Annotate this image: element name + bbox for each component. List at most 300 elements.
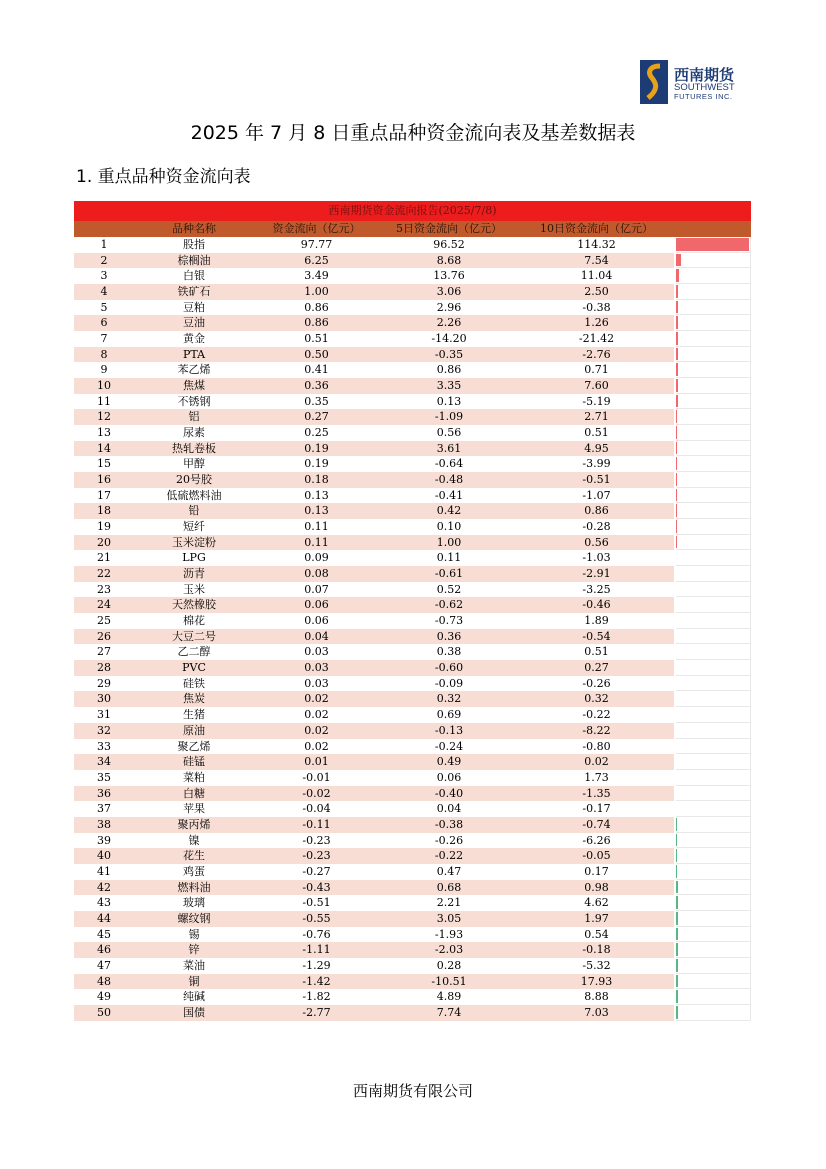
name-cell: 菜粕 xyxy=(183,770,205,784)
header-daily-flow: 资金流向（亿元） xyxy=(272,222,361,235)
name-cell: 玉米淀粉 xyxy=(172,535,216,549)
5day-flow-cell: 0.69 xyxy=(436,708,462,722)
rank-cell: 45 xyxy=(97,927,111,941)
5day-flow-cell: 0.11 xyxy=(436,551,462,565)
rank-cell: 15 xyxy=(97,457,111,471)
daily-flow-cell: -2.77 xyxy=(302,1005,331,1019)
table-row xyxy=(74,974,751,990)
rank-cell: 22 xyxy=(97,567,111,581)
daily-flow-cell: -0.02 xyxy=(302,786,331,800)
10day-flow-cell: 0.02 xyxy=(584,755,609,769)
table-row xyxy=(74,848,751,864)
flow-bar-cell xyxy=(676,237,751,253)
table-row xyxy=(74,629,751,645)
logo-english-line2: FUTURES INC. xyxy=(674,92,733,101)
table-row xyxy=(74,723,751,739)
5day-flow-cell: 0.52 xyxy=(436,582,462,596)
table-row xyxy=(74,989,751,1005)
name-cell: 铜 xyxy=(188,974,200,988)
flow-bar xyxy=(676,301,678,314)
rank-cell: 19 xyxy=(97,520,111,534)
10day-flow-cell: 7.54 xyxy=(584,253,609,267)
10day-flow-cell: 0.54 xyxy=(584,927,609,941)
5day-flow-cell: 8.68 xyxy=(436,253,462,267)
table-row xyxy=(74,895,751,911)
daily-flow-cell: 0.19 xyxy=(304,457,329,471)
rank-cell: 6 xyxy=(100,316,108,330)
10day-flow-cell: -1.03 xyxy=(582,551,611,565)
flow-bar-cell xyxy=(676,331,751,347)
flow-bar-cell xyxy=(676,691,751,707)
flow-bar xyxy=(676,379,678,392)
name-cell: 不锈钢 xyxy=(177,394,211,408)
5day-flow-cell: 0.32 xyxy=(436,692,462,706)
rank-cell: 47 xyxy=(97,958,111,972)
flow-bar xyxy=(676,959,678,972)
daily-flow-cell: 0.13 xyxy=(304,504,329,518)
10day-flow-cell: -3.99 xyxy=(582,457,611,471)
name-cell: 鸡蛋 xyxy=(183,864,205,878)
flow-bar xyxy=(676,316,678,329)
5day-flow-cell: 3.35 xyxy=(436,379,462,393)
daily-flow-cell: -1.82 xyxy=(302,990,331,1004)
10day-flow-cell: 4.62 xyxy=(584,896,609,910)
5day-flow-cell: 0.42 xyxy=(436,504,462,518)
table-row xyxy=(74,942,751,958)
table-row xyxy=(74,613,751,629)
table-row xyxy=(74,1005,751,1021)
5day-flow-cell: -0.09 xyxy=(434,676,464,690)
flow-bar-cell xyxy=(676,770,751,786)
5day-flow-cell: -1.93 xyxy=(434,927,464,941)
5day-flow-cell: 0.38 xyxy=(436,645,462,659)
daily-flow-cell: -0.01 xyxy=(302,770,331,784)
header-rank xyxy=(74,221,134,237)
10day-flow-cell: -0.17 xyxy=(582,802,611,816)
flow-bar-cell xyxy=(676,927,751,943)
rank-cell: 14 xyxy=(97,441,111,455)
10day-flow-cell: 0.27 xyxy=(584,661,609,675)
name-cell: 玉米 xyxy=(183,582,205,596)
rank-cell: 50 xyxy=(97,1005,111,1019)
5day-flow-cell: 0.04 xyxy=(436,802,462,816)
5day-flow-cell: -0.62 xyxy=(434,598,464,612)
daily-flow-cell: 0.18 xyxy=(304,473,329,487)
logo-s-mark-icon xyxy=(640,60,668,104)
daily-flow-cell: 0.06 xyxy=(304,614,329,628)
logo-chinese-name: 西南期货 xyxy=(674,66,735,84)
daily-flow-cell: 3.49 xyxy=(304,269,329,283)
10day-flow-cell: 7.60 xyxy=(584,379,609,393)
header-5day-flow: 5日资金流向（亿元） xyxy=(396,222,502,235)
daily-flow-cell: -0.23 xyxy=(302,849,331,863)
daily-flow-cell: 0.04 xyxy=(304,629,329,643)
section-heading: 1. 重点品种资金流向表 xyxy=(76,167,251,187)
5day-flow-cell: -0.24 xyxy=(434,739,464,753)
table-row xyxy=(74,582,751,598)
5day-flow-cell: -0.61 xyxy=(434,567,464,581)
name-cell: 玻璃 xyxy=(183,896,205,910)
flow-bar xyxy=(676,363,678,376)
flow-bar xyxy=(676,881,678,894)
name-cell: 白糖 xyxy=(183,786,205,800)
daily-flow-cell: 0.01 xyxy=(304,755,329,769)
flow-bar-cell xyxy=(676,817,751,833)
flow-bar-cell xyxy=(676,253,751,269)
10day-flow-cell: -0.51 xyxy=(582,473,611,487)
5day-flow-cell: -0.26 xyxy=(434,833,464,847)
5day-flow-cell: 96.52 xyxy=(433,238,465,251)
table-banner: 西南期货资金流向报告(2025/7/8) xyxy=(74,201,751,221)
rank-cell: 20 xyxy=(97,535,111,549)
name-cell: 苹果 xyxy=(183,802,205,816)
table-row xyxy=(74,707,751,723)
daily-flow-cell: -0.76 xyxy=(302,927,331,941)
flow-bar-cell xyxy=(676,754,751,770)
flow-bar-cell xyxy=(676,378,751,394)
rank-cell: 9 xyxy=(100,363,108,377)
rank-cell: 43 xyxy=(97,896,111,910)
table-row xyxy=(74,880,751,896)
daily-flow-cell: -0.27 xyxy=(302,864,331,878)
5day-flow-cell: -0.38 xyxy=(434,817,464,831)
name-cell: 国债 xyxy=(183,1005,205,1019)
daily-flow-cell: -0.43 xyxy=(302,880,331,894)
name-cell: 聚乙烯 xyxy=(177,739,211,753)
10day-flow-cell: -0.46 xyxy=(582,598,611,612)
5day-flow-cell: -0.13 xyxy=(434,723,464,737)
daily-flow-cell: 0.02 xyxy=(304,739,329,753)
name-cell: 低硫燃料油 xyxy=(166,488,222,502)
name-cell: 20号胶 xyxy=(176,473,212,487)
daily-flow-cell: 0.27 xyxy=(304,410,329,424)
daily-flow-cell: -0.11 xyxy=(302,817,331,831)
flow-bar xyxy=(676,269,679,282)
daily-flow-cell: -0.51 xyxy=(302,896,331,910)
flow-bar-cell xyxy=(676,739,751,755)
table-row xyxy=(74,268,751,284)
table-row xyxy=(74,739,751,755)
flow-bar-cell xyxy=(676,1005,751,1021)
5day-flow-cell: -2.03 xyxy=(434,943,464,957)
5day-flow-cell: -0.60 xyxy=(434,661,464,675)
table-row xyxy=(74,911,751,927)
rank-cell: 21 xyxy=(97,551,111,565)
10day-flow-cell: 1.26 xyxy=(584,316,609,330)
flow-bar xyxy=(676,1006,678,1019)
rank-cell: 27 xyxy=(97,645,111,659)
rank-cell: 3 xyxy=(100,269,108,283)
name-cell: 股指 xyxy=(183,238,205,251)
name-cell: LPG xyxy=(182,551,206,565)
rank-cell: 44 xyxy=(97,911,111,925)
header-name: 品种名称 xyxy=(172,222,216,235)
10day-flow-cell: 0.86 xyxy=(584,504,609,518)
rank-cell: 40 xyxy=(97,849,111,863)
name-cell: 豆粕 xyxy=(183,300,205,314)
5day-flow-cell: 0.13 xyxy=(436,394,462,408)
daily-flow-cell: 0.11 xyxy=(304,535,329,549)
flow-bar-cell xyxy=(676,394,751,410)
table-row xyxy=(74,378,751,394)
daily-flow-cell: 0.19 xyxy=(304,441,329,455)
10day-flow-cell: -6.26 xyxy=(582,833,611,847)
daily-flow-cell: 0.11 xyxy=(304,520,329,534)
name-cell: 天然橡胶 xyxy=(172,598,216,612)
flow-bar-cell xyxy=(676,833,751,849)
5day-flow-cell: 0.06 xyxy=(436,770,462,784)
name-cell: 沥青 xyxy=(183,567,205,581)
rank-cell: 42 xyxy=(97,880,111,894)
daily-flow-cell: 0.02 xyxy=(304,708,329,722)
rank-cell: 26 xyxy=(97,629,111,643)
footer-company-name: 西南期货有限公司 xyxy=(352,1082,473,1100)
rank-cell: 10 xyxy=(97,379,111,393)
5day-flow-cell: 0.56 xyxy=(436,426,462,440)
daily-flow-cell: -1.11 xyxy=(302,943,331,957)
table-row xyxy=(74,347,751,363)
daily-flow-cell: 0.03 xyxy=(304,645,329,659)
5day-flow-cell: 0.10 xyxy=(436,520,462,534)
daily-flow-cell: 0.13 xyxy=(304,488,329,502)
flow-bar-cell xyxy=(676,566,751,582)
table-row xyxy=(74,456,751,472)
table-row xyxy=(74,566,751,582)
table-row xyxy=(74,801,751,817)
name-cell: 铁矿石 xyxy=(177,285,211,299)
10day-flow-cell: -0.38 xyxy=(582,300,611,314)
table-row xyxy=(74,237,751,253)
5day-flow-cell: 3.05 xyxy=(436,911,462,925)
rank-cell: 17 xyxy=(97,488,111,502)
rank-cell: 25 xyxy=(97,614,111,628)
table-row xyxy=(74,441,751,457)
rank-cell: 7 xyxy=(100,332,108,346)
5day-flow-cell: -0.41 xyxy=(434,488,464,502)
flow-bar-cell xyxy=(676,519,751,535)
rank-cell: 13 xyxy=(97,426,111,440)
table-row xyxy=(74,770,751,786)
name-cell: 硅铁 xyxy=(183,676,205,690)
daily-flow-cell: 0.07 xyxy=(304,582,329,596)
flow-bar-cell xyxy=(676,409,751,425)
daily-flow-cell: 0.36 xyxy=(304,379,329,393)
table-row xyxy=(74,362,751,378)
10day-flow-cell: -5.32 xyxy=(582,958,611,972)
rank-cell: 31 xyxy=(97,708,111,722)
5day-flow-cell: 0.86 xyxy=(436,363,462,377)
rank-cell: 33 xyxy=(97,739,111,753)
10day-flow-cell: 8.88 xyxy=(584,990,609,1004)
flow-bar xyxy=(676,238,749,251)
name-cell: 棕榈油 xyxy=(177,253,211,267)
table-row xyxy=(74,472,751,488)
flow-bar xyxy=(676,896,678,909)
daily-flow-cell: -1.29 xyxy=(302,958,331,972)
daily-flow-cell: 6.25 xyxy=(304,253,329,267)
5day-flow-cell: -0.48 xyxy=(434,473,464,487)
daily-flow-cell: -0.55 xyxy=(302,911,331,925)
company-logo xyxy=(640,58,752,106)
rank-cell: 34 xyxy=(97,755,111,769)
logo-english-line1: SOUTHWEST xyxy=(674,82,735,93)
name-cell: 原油 xyxy=(183,723,205,737)
flow-bar-cell xyxy=(676,974,751,990)
5day-flow-cell: 3.61 xyxy=(436,441,462,455)
5day-flow-cell: -0.35 xyxy=(434,347,464,361)
name-cell: 花生 xyxy=(183,849,205,863)
table-row xyxy=(74,817,751,833)
daily-flow-cell: 0.35 xyxy=(304,394,329,408)
name-cell: 棉花 xyxy=(183,614,205,628)
daily-flow-cell: 97.77 xyxy=(300,238,333,251)
flow-bar-cell xyxy=(676,660,751,676)
flow-bar-cell xyxy=(676,848,751,864)
table-row xyxy=(74,535,751,551)
rank-cell: 18 xyxy=(97,504,111,518)
10day-flow-cell: -5.19 xyxy=(582,394,611,408)
table-row xyxy=(74,300,751,316)
table-header-row xyxy=(74,221,751,237)
10day-flow-cell: 2.50 xyxy=(584,285,609,299)
table-row xyxy=(74,315,751,331)
name-cell: 锡 xyxy=(188,927,200,941)
rank-cell: 2 xyxy=(100,253,108,267)
rank-cell: 29 xyxy=(97,676,111,690)
flow-bar-cell xyxy=(676,268,751,284)
flow-bar-cell xyxy=(676,300,751,316)
10day-flow-cell: 1.97 xyxy=(584,911,609,925)
10day-flow-cell: -0.54 xyxy=(582,629,611,643)
10day-flow-cell: -0.22 xyxy=(582,708,611,722)
flow-bar-cell xyxy=(676,284,751,300)
flow-bar-cell xyxy=(676,989,751,1005)
table-row xyxy=(74,691,751,707)
5day-flow-cell: 1.00 xyxy=(436,535,462,549)
10day-flow-cell: 0.71 xyxy=(584,363,609,377)
flow-bar-cell xyxy=(676,942,751,958)
5day-flow-cell: -0.73 xyxy=(434,614,464,628)
daily-flow-cell: -1.42 xyxy=(302,974,331,988)
daily-flow-cell: 0.09 xyxy=(304,551,329,565)
flow-bar xyxy=(676,943,678,956)
name-cell: 短纤 xyxy=(183,520,205,534)
name-cell: 纯碱 xyxy=(183,990,205,1004)
table-row xyxy=(74,550,751,566)
name-cell: 焦炭 xyxy=(183,692,205,706)
rank-cell: 49 xyxy=(97,990,111,1004)
rank-cell: 28 xyxy=(97,661,111,675)
flow-bar xyxy=(676,348,678,361)
name-cell: 锌 xyxy=(188,943,200,957)
table-row xyxy=(74,253,751,269)
rank-cell: 37 xyxy=(97,802,111,816)
name-cell: 白银 xyxy=(183,269,205,283)
flow-bar-cell xyxy=(676,864,751,880)
5day-flow-cell: -0.22 xyxy=(434,849,464,863)
10day-flow-cell: -0.28 xyxy=(582,520,611,534)
flow-bar-cell xyxy=(676,472,751,488)
5day-flow-cell: 0.36 xyxy=(436,629,462,643)
daily-flow-cell: 0.86 xyxy=(304,316,329,330)
table-row xyxy=(74,331,751,347)
table-row xyxy=(74,754,751,770)
flow-bar-cell xyxy=(676,723,751,739)
10day-flow-cell: 0.98 xyxy=(584,880,609,894)
rank-cell: 48 xyxy=(97,974,111,988)
page-title: 2025 年 7 月 8 日重点品种资金流向表及基差数据表 xyxy=(190,122,636,144)
flow-bar xyxy=(676,285,678,298)
flow-bar-cell xyxy=(676,582,751,598)
rank-cell: 5 xyxy=(100,300,108,314)
flow-bar-cell xyxy=(676,488,751,504)
5day-flow-cell: -10.51 xyxy=(431,974,467,988)
flow-bar xyxy=(676,254,681,267)
table-row xyxy=(74,644,751,660)
10day-flow-cell: -0.80 xyxy=(582,739,611,753)
rank-cell: 36 xyxy=(97,786,111,800)
10day-flow-cell: 7.03 xyxy=(584,1005,609,1019)
5day-flow-cell: 13.76 xyxy=(433,269,465,283)
10day-flow-cell: 114.32 xyxy=(577,238,616,251)
10day-flow-cell: -0.74 xyxy=(582,817,611,831)
name-cell: 菜油 xyxy=(183,958,205,972)
name-cell: 豆油 xyxy=(183,316,205,330)
table-row xyxy=(74,676,751,692)
rank-cell: 30 xyxy=(97,692,111,706)
name-cell: 乙二醇 xyxy=(177,645,211,659)
name-cell: 螺纹钢 xyxy=(177,911,211,925)
10day-flow-cell: 0.17 xyxy=(584,864,609,878)
daily-flow-cell: -0.23 xyxy=(302,833,331,847)
flow-bar xyxy=(676,990,678,1003)
rank-cell: 12 xyxy=(97,410,111,424)
5day-flow-cell: 2.26 xyxy=(436,316,462,330)
name-cell: 苯乙烯 xyxy=(177,363,211,377)
name-cell: PVC xyxy=(182,661,206,675)
name-cell: 黄金 xyxy=(183,332,205,346)
table-row xyxy=(74,409,751,425)
name-cell: 镍 xyxy=(188,833,200,847)
name-cell: 热轧卷板 xyxy=(172,441,216,455)
5day-flow-cell: -14.20 xyxy=(431,332,467,346)
10day-flow-cell: -1.35 xyxy=(582,786,611,800)
flow-bar xyxy=(676,928,678,941)
10day-flow-cell: -8.22 xyxy=(582,723,611,737)
flow-bar-cell xyxy=(676,613,751,629)
10day-flow-cell: -2.76 xyxy=(582,347,611,361)
flow-bar-cell xyxy=(676,629,751,645)
table-row xyxy=(74,597,751,613)
table-row xyxy=(74,503,751,519)
5day-flow-cell: 3.06 xyxy=(436,285,462,299)
10day-flow-cell: 0.51 xyxy=(584,645,609,659)
name-cell: 燃料油 xyxy=(177,880,211,894)
5day-flow-cell: 0.28 xyxy=(436,958,462,972)
flow-bar xyxy=(676,975,678,988)
name-cell: 大豆二号 xyxy=(172,629,216,643)
name-cell: 聚丙烯 xyxy=(177,817,211,831)
10day-flow-cell: 0.32 xyxy=(584,692,609,706)
table-row xyxy=(74,519,751,535)
5day-flow-cell: 7.74 xyxy=(436,1005,462,1019)
name-cell: 甲醇 xyxy=(183,457,205,471)
name-cell: 铝 xyxy=(188,410,200,424)
table-row xyxy=(74,864,751,880)
10day-flow-cell: -2.91 xyxy=(582,567,611,581)
10day-flow-cell: 11.04 xyxy=(580,269,613,283)
daily-flow-cell: 0.51 xyxy=(304,332,329,346)
